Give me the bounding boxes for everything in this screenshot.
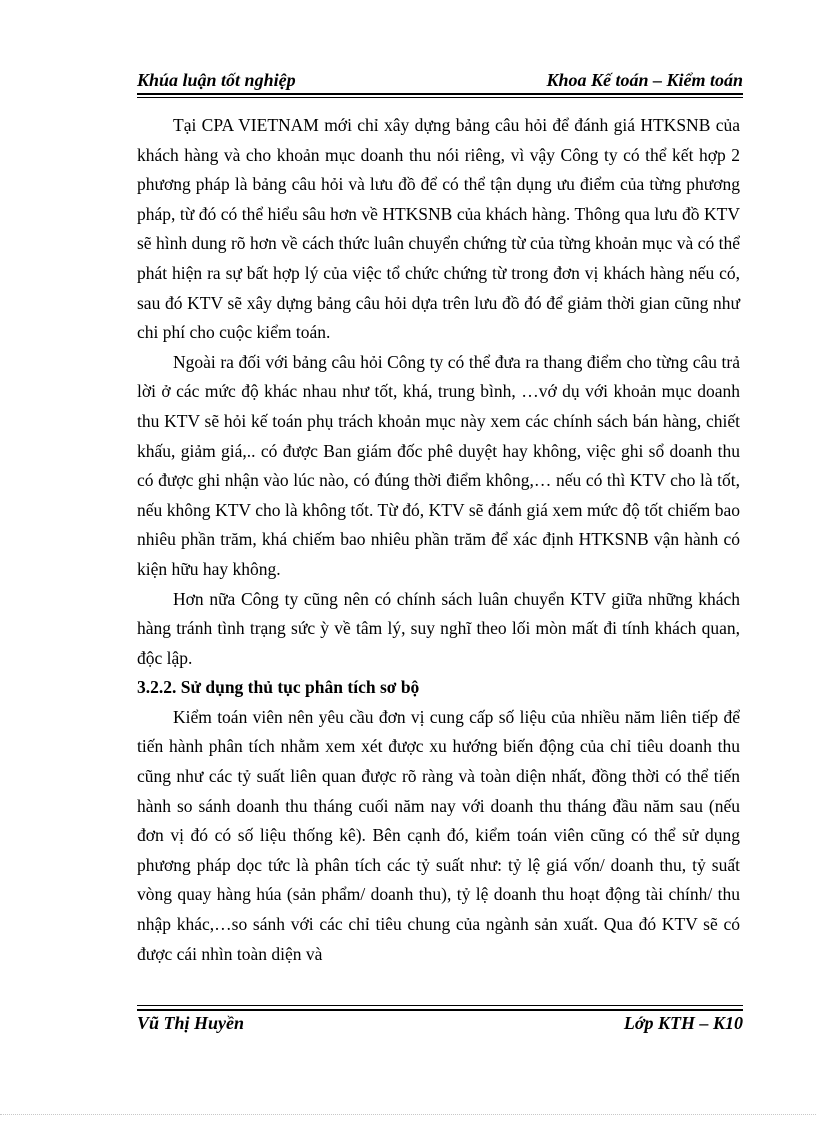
- section-paragraph: Kiểm toán viên nên yêu cầu đơn vị cung cấp số liệu của nhiều năm liên tiếp để tiến hành phân tích nhằm xem xét được xu hướng biến động của chỉ tiêu doanh thu cũng như các tỷ suất liên quan được rõ ràng và toàn diện nhất, đồng thời có thể tiến hành so sánh doanh thu tháng cuối năm nay với doanh thu tháng đầu năm sau (nếu đơn vị đó có số liệu thống kê). Bên cạnh đó, kiểm toán viên cũng có thể sử dụng phương pháp dọc tức là phân tích các tỷ suất như: tỷ lệ giá vốn/ doanh thu, tỷ suất vòng quay hàng húa (sản phẩm/ doanh thu), tỷ lệ doanh thu hoạt động tài chính/ thu nhập khác,…so sánh với các chỉ tiêu chung của ngành sản xuất. Qua đó KTV sẽ có được cái nhìn toàn diện và: [137, 706, 740, 964]
- page-header: [137, 70, 743, 90]
- section-heading: 3.2.2. Sử dụng thủ tục phân tích sơ bộ: [137, 677, 420, 698]
- footer-class: Lớp KTH – K10: [623, 1013, 743, 1033]
- header-thesis-title: Khúa luận tốt nghiệp: [137, 70, 296, 90]
- paragraph-3: Hơn nữa Công ty cũng nên có chính sách luân chuyển KTV giữa những khách hàng tránh tình trạng sức ỳ về tâm lý, suy nghĩ theo lối mòn mất đi tính khách quan, độc lập.: [137, 588, 740, 668]
- page-body: [137, 111, 740, 969]
- footer-author: Vũ Thị Huyền: [137, 1013, 245, 1033]
- page-footer: [137, 1013, 743, 1034]
- header-divider: [137, 93, 743, 95]
- footer-divider-thin: [137, 1005, 743, 1006]
- paragraph-2: Ngoài ra đối với bảng câu hỏi Công ty có thể đưa ra thang điểm cho từng câu trả lời ở các mức độ khác nhau như tốt, khá, trung bình, …vớ dụ với khoản mục doanh thu KTV sẽ hỏi kế toán phụ trách khoản mục này xem các chính sách bán hàng, chiết khấu, giảm giá,.. có được Ban giám đốc phê duyệt hay không, việc ghi sổ doanh thu có được ghi nhận vào lúc nào, có đúng thời điểm không,… nếu có thì KTV cho là tốt, nếu không KTV cho là không tốt. Từ đó, KTV sẽ đánh giá xem mức độ tốt chiếm bao nhiêu phần trăm, khá chiếm bao nhiêu phần trăm để xác định HTKSNB vận hành có kiện hữu hay không.: [137, 351, 740, 579]
- header-divider-thin: [137, 97, 743, 98]
- page-edge: [0, 1114, 816, 1115]
- footer-divider: [137, 1009, 743, 1011]
- header-faculty: Khoa Kế toán – Kiểm toán: [546, 70, 743, 90]
- paragraph-1: Tại CPA VIETNAM mới chỉ xây dựng bảng câu hỏi để đánh giá HTKSNB của khách hàng và cho khoản mục doanh thu nói riêng, vì vậy Công ty có thể kết hợp 2 phương pháp là bảng câu hỏi và lưu đồ để có thể tận dụng ưu điểm của từng phương pháp, từ đó có thể hiểu sâu hơn về HTKSNB của khách hàng. Thông qua lưu đồ KTV sẽ hình dung rõ hơn về cách thức luân chuyển chứng từ của từng khoản mục và có thể phát hiện ra sự bất hợp lý của việc tổ chức chứng từ trong đơn vị khách hàng nếu có, sau đó KTV sẽ xây dựng bảng câu hỏi dựa trên lưu đồ đó để giảm thời gian cũng như chi phí cho cuộc kiểm toán.: [137, 115, 740, 343]
